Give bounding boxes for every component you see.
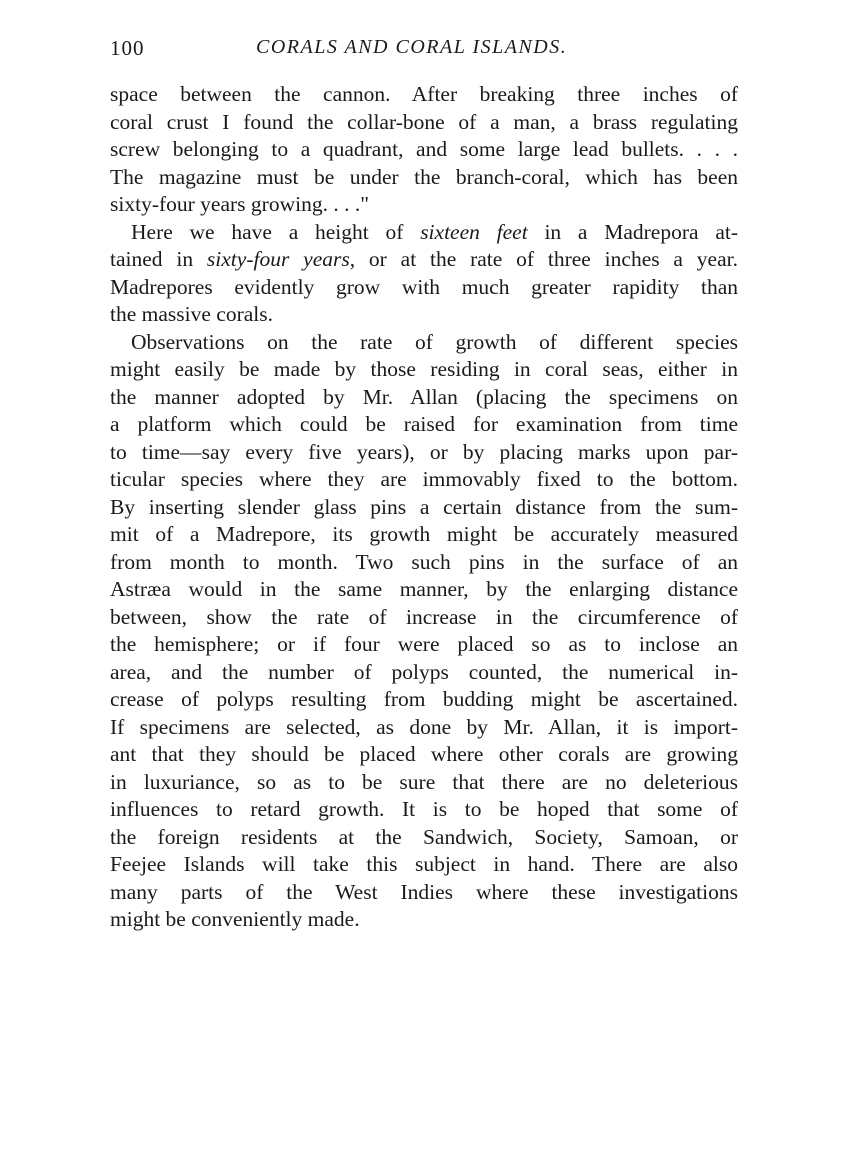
text-line: By inserting slender glass pins a certain distance from the sum- [110,494,738,519]
text-line: sixty-four years growing. . . ." [110,192,369,216]
text-line: area, and the number of polyps counted, the numerical in- [110,659,738,684]
text-line: the massive corals. [110,302,273,326]
running-title: CORALS AND CORAL ISLANDS. [256,36,568,58]
page-number: 100 [110,36,145,60]
text-line: the manner adopted by Mr. Allan (placing the specimens on [110,384,738,409]
text-line [110,219,738,247]
text-run: in a Madrepora at- [527,219,738,244]
text-line: many parts of the West Indies where these investigations [110,879,738,904]
text-run: , or at the rate of three inches a year. [349,247,738,271]
text-line [110,246,738,274]
text-line: a platform which could be raised for examination from time [110,412,738,436]
text-line: If specimens are selected, as done by Mr. Allan, it is import- [110,714,738,739]
text-line: screw belonging to a quadrant, and some large lead bullets. . . . [110,137,738,161]
text-run: tained in [110,247,207,271]
text-line: The magazine must be under the branch-coral, which has been [110,164,738,189]
text-line: might be conveniently made. [110,907,360,931]
text-line: to time—say every five years), or by placing marks upon par- [110,439,738,464]
text-line: ticular species where they are immovably fixed to the bottom. [110,467,738,491]
text-line: the foreign residents at the Sandwich, Society, Samoan, or [110,824,738,849]
text-line: in luxuriance, so as to be sure that there are no deleterious [110,769,738,794]
italic-text: sixty-four years [206,247,350,271]
text-line: ant that they should be placed where other corals are growing [110,742,738,766]
text-line: mit of a Madrepore, its growth might be accurately measured [110,522,738,546]
text-line: Feejee Islands will take this subject in hand. There are also [110,852,738,876]
text-line: space between the cannon. After breaking three inches of [110,82,738,106]
text-line: coral crust I found the collar-bone of a man, a brass regulating [110,109,738,134]
running-head [110,36,740,66]
text-line: between, show the rate of increase in the circumference of [110,604,738,629]
text-line: from month to month. Two such pins in the surface of an [110,549,738,574]
text-line: Madrepores evidently grow with much greater rapidity than [110,274,738,299]
italic-text: sixteen feet [420,219,528,244]
body-text [110,81,738,934]
text-line: Astræa would in the same manner, by the enlarging distance [110,577,738,601]
text-line: crease of polyps resulting from budding might be ascertained. [110,687,738,711]
text-line: the hemisphere; or if four were placed so as to inclose an [110,632,738,656]
text-line: might easily be made by those residing in coral seas, either in [110,357,738,381]
text-line: influences to retard growth. It is to be hoped that some of [110,797,738,821]
text-run: Here we have a height of [131,219,421,244]
text-line: Observations on the rate of growth of different species [131,329,738,354]
